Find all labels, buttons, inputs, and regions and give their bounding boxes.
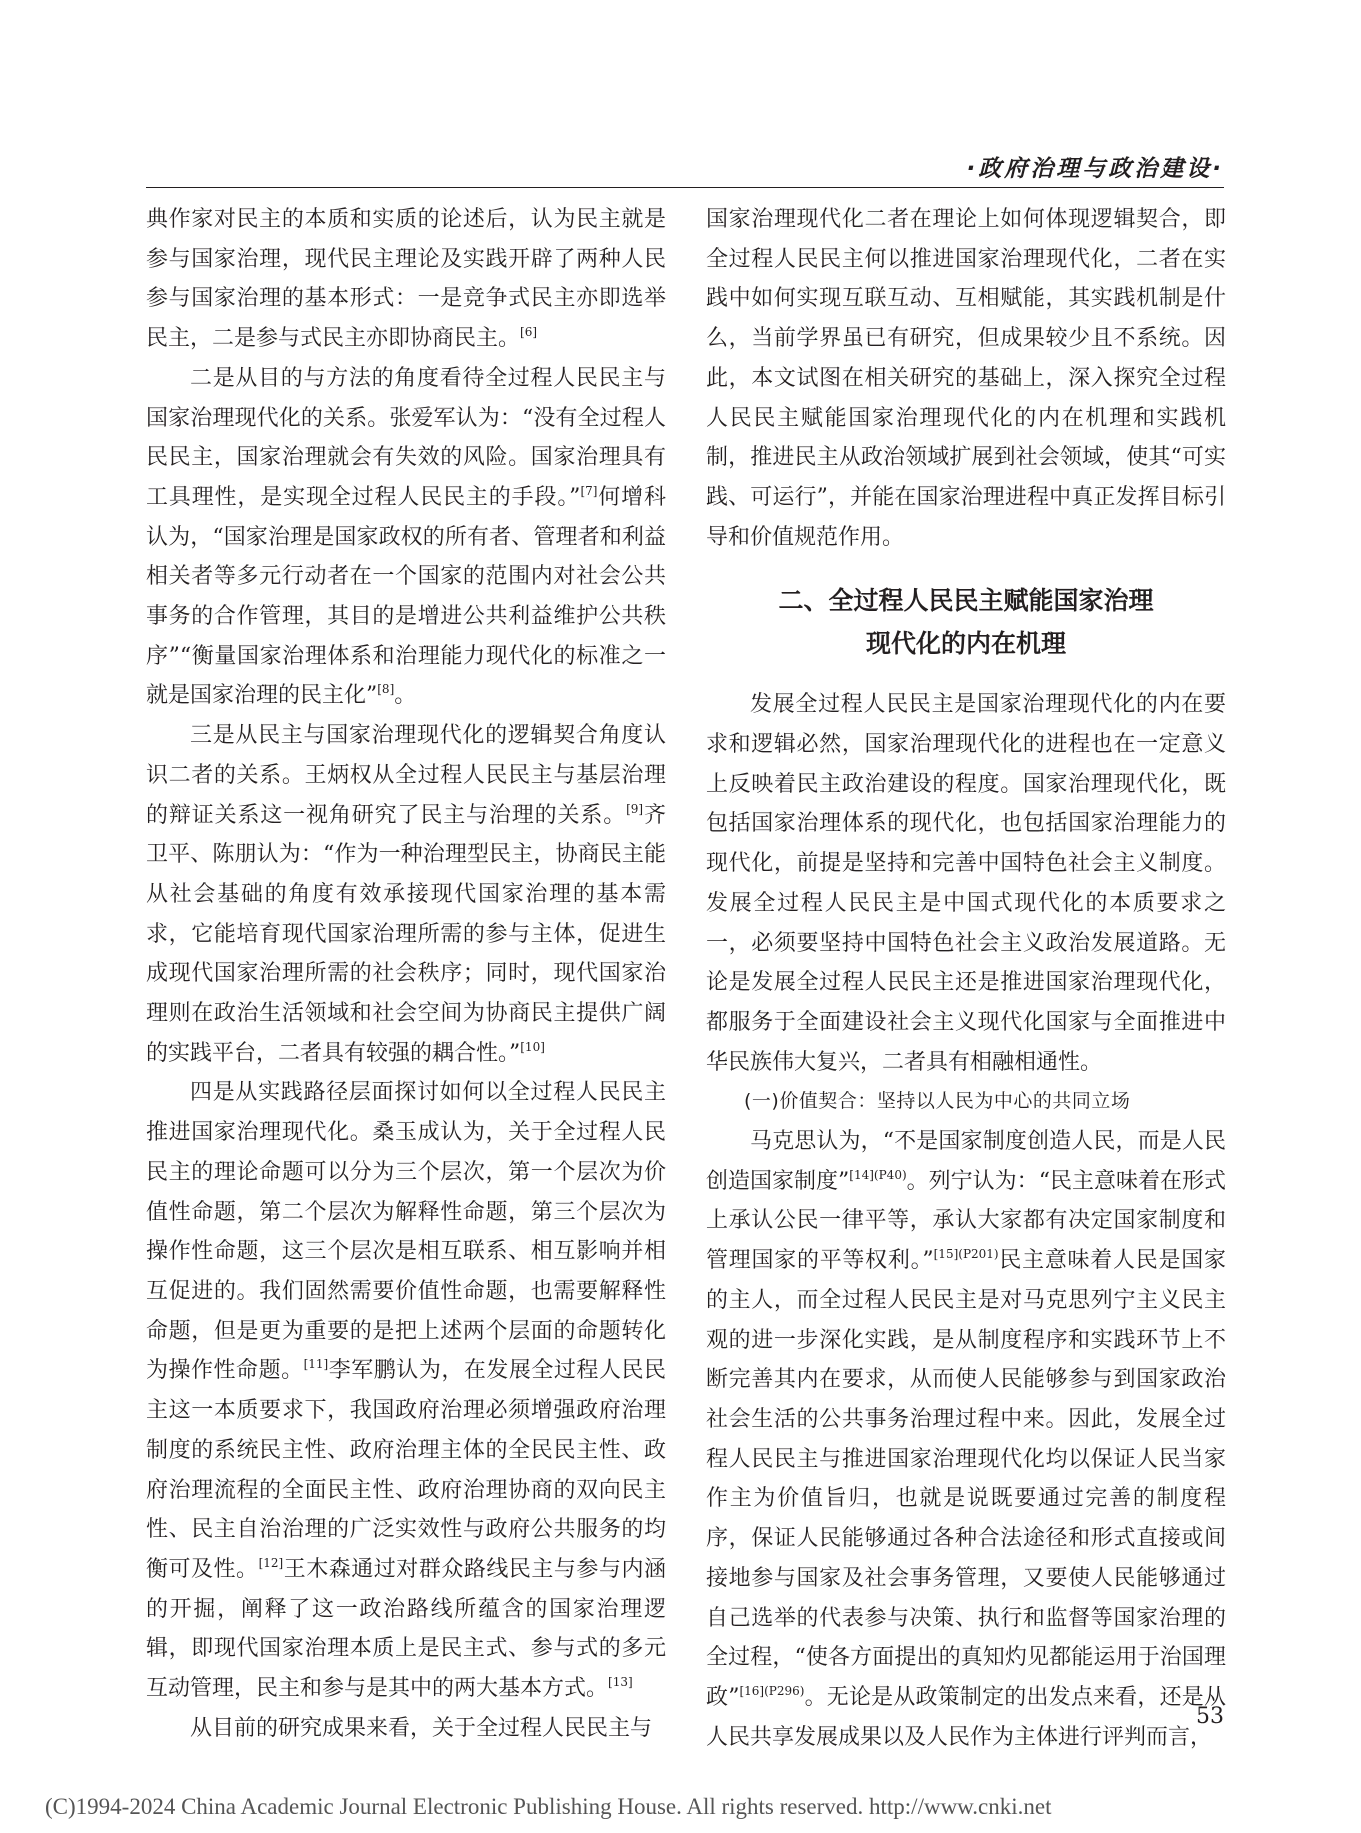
paragraph-text: 马克思认为，“不是国家制度创造人民，而是人民创造国家制度” bbox=[706, 1129, 1226, 1194]
paragraph-continuation bbox=[706, 200, 1226, 557]
citation-ref: [11] bbox=[303, 1357, 329, 1372]
paragraph-text: 何增科认为，“国家治理是国家政权的所有者、管理者和利益相关者等多元行动者在一个国家的范围内对社会公共事务的合作管理，其目的是增进公共利益维护公共秩序”“衡量国家治理体系和治理能力现代化的标准之一就是国家治理的民主化” bbox=[146, 484, 666, 709]
paragraph-text: 民主意味着人民是国家的主人，而全过程人民民主是对马克思列宁主义民主观的进一步深化实践，是从制度程序和实践环节上不断完善其内在要求，从而使人民能够参与到国家政治社会生活的公共事务治理过程中来。因此，发展全过程人民民主与推进国家治理现代化均以保证人民当家作主为价值旨归，也就是说既要通过完善的制度程序，保证人民能够通过各种合法途径和形式直接或间接地参与国家及社会事务管理，又要使人民能够通过自己选举的代表参与决策、执行和监督等国家治理的全过程，“使各方面提出的真知灼见都能运用于治国理政” bbox=[706, 1248, 1226, 1710]
right-column bbox=[706, 200, 1226, 1757]
paragraph-text: 齐卫平、陈朋认为：“作为一种治理型民主，协商民主能从社会基础的角度有效承接现代国家治理的基本需求，它能培育现代国家治理所需的参与主体，促进生成现代国家治理所需的社会秩序；同时，现代国家治理则在政治生活领域和社会空间为协商民主提供广阔的实践平台，二者具有较强的耦合性。” bbox=[146, 802, 666, 1066]
citation-ref: [15](P201) bbox=[933, 1247, 999, 1262]
paragraph bbox=[706, 1122, 1226, 1757]
paragraph-text: 国家治理现代化二者在理论上如何体现逻辑契合，即全过程人民民主何以推进国家治理现代化，二者在实践中如何实现互联互动、互相赋能，其实践机制是什么，当前学界虽已有研究，但成果较少且不系统。因此，本文试图在相关研究的基础上，深入探究全过程人民民主赋能国家治理现代化的内在机理和实践机制，推进民主从政治领域扩展到社会领域，使其“可实践、可运行”，并能在国家治理进程中真正发挥目标引导和价值规范作用。 bbox=[706, 207, 1226, 550]
citation-ref: [10] bbox=[520, 1039, 545, 1054]
section-heading-line: 现代化的内在机理 bbox=[865, 629, 1066, 659]
paragraph-text: 。 bbox=[394, 683, 417, 709]
header-rule bbox=[146, 187, 1224, 188]
paragraph bbox=[146, 359, 666, 716]
paragraph-text: 三是从民主与国家治理现代化的逻辑契合角度认识二者的关系。王炳权从全过程人民民主与基层治理的辩证关系这一视角研究了民主与治理的关系。 bbox=[146, 723, 666, 828]
citation-ref: [6] bbox=[520, 325, 538, 340]
copyright-footer: (C)1994-2024 China Academic Journal Electronic Publishing House. All rights reserved. http://www.cnki.net bbox=[45, 1794, 1052, 1819]
citation-ref: [8] bbox=[377, 682, 395, 697]
paragraph-text: 王木森通过对群众路线民主与参与内涵的开掘，阐释了这一政治路线所蕴含的国家治理逻辑，即现代国家治理本质上是民主式、参与式的多元互动管理，民主和参与是其中的两大基本方式。 bbox=[146, 1556, 666, 1702]
citation-ref: [7] bbox=[580, 483, 598, 498]
citation-ref: [12] bbox=[258, 1555, 284, 1570]
paragraph bbox=[146, 1073, 666, 1708]
paragraph-text: 典作家对民主的本质和实质的论述后，认为民主就是参与国家治理，现代民主理论及实践开辟了两种人民参与国家治理的基本形式：一是竞争式民主亦即选举民主，二是参与式民主亦即协商民主。 bbox=[146, 207, 666, 352]
paragraph-text: 二是从目的与方法的角度看待全过程人民民主与国家治理现代化的关系。张爱军认为：“没有全过程人民民主，国家治理就会有失效的风险。国家治理具有工具理性，是实现全过程人民民主的手段。” bbox=[146, 365, 666, 510]
paragraph-text: 从目前的研究成果来看，关于全过程人民民主与 bbox=[190, 1715, 653, 1741]
paragraph-text: 李军鹏认为，在发展全过程人民民主这一本质要求下，我国政府治理必须增强政府治理制度的系统民主性、政府治理主体的全民民主性、政府治理流程的全面民主性、政府治理协商的双向民主性、民主自治治理的广泛实效性与政府公共服务的均衡可及性。 bbox=[146, 1358, 666, 1582]
section-heading-line: 二、全过程人民民主赋能国家治理 bbox=[778, 586, 1154, 616]
citation-ref: [14](P40) bbox=[849, 1167, 907, 1182]
paragraph-text: 。列宁认为：“民主意味着在形式上承认公民一律平等，承认大家都有决定国家制度和管理国家的平等权利。” bbox=[706, 1168, 1227, 1274]
page-number: 53 bbox=[1196, 1704, 1224, 1729]
sub-heading: (一)价值契合：坚持以人民为中心的共同立场 bbox=[744, 1090, 1131, 1113]
paragraph-text: 四是从实践路径层面探讨如何以全过程人民民主推进国家治理现代化。桑玉成认为，关于全过程人民民主的理论命题可以分为三个层次，第一个层次为价值性命题，第二个层次为解释性命题，第三个层次为操作性命题，这三个层次是相互联系、相互影响并相互促进的。我们固然需要价值性命题，也需要解释性命题，但是更为重要的是把上述两个层面的命题转化为操作性命题。 bbox=[146, 1080, 666, 1384]
left-column bbox=[146, 200, 666, 1748]
citation-ref: [13] bbox=[608, 1675, 633, 1690]
citation-ref: [16](P296) bbox=[739, 1683, 805, 1698]
paragraph bbox=[146, 1709, 666, 1749]
paragraph bbox=[706, 685, 1226, 1082]
paragraph-text: 发展全过程人民民主是国家治理现代化的内在要求和逻辑必然，国家治理现代化的进程也在一定意义上反映着民主政治建设的程度。国家治理现代化，既包括国家治理体系的现代化，也包括国家治理能力的现代化，前提是坚持和完善中国特色社会主义制度。发展全过程人民民主是中国式现代化的本质要求之一，必须要坚持中国特色社会主义政治发展道路。无论是发展全过程人民民主还是推进国家治理现代化，都服务于全面建设社会主义现代化国家与全面推进中华民族伟大复兴，二者具有相融相通性。 bbox=[706, 692, 1226, 1075]
paragraph bbox=[146, 716, 666, 1073]
citation-ref: [9] bbox=[626, 801, 644, 816]
paragraph-continuation bbox=[146, 200, 666, 359]
paragraph-text: 。无论是从政策制定的出发点来看，还是从人民共享发展成果以及人民作为主体进行评判而言， bbox=[706, 1684, 1226, 1750]
section-heading bbox=[706, 579, 1226, 665]
journal-section-header: ·政府治理与政治建设· bbox=[966, 156, 1224, 182]
